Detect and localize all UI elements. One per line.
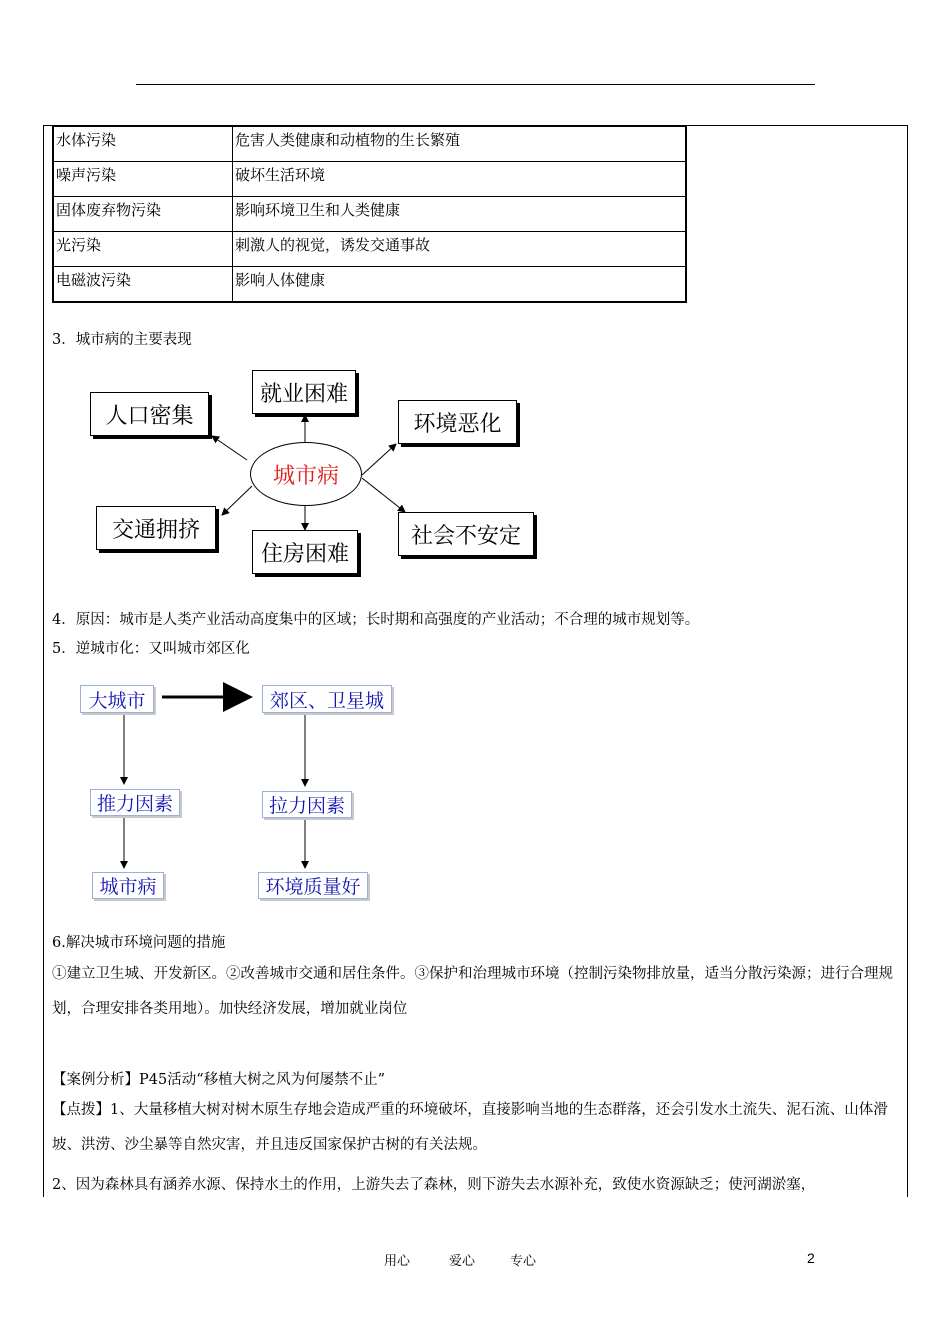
hint-paragraph-2: 2、因为森林具有涵养水源、保持水土的作用，上游失去了森林，则下游失去水源补充，致使水资源缺乏；使河湖淤塞，	[52, 1177, 816, 1193]
center-city-disease: 城市病	[250, 442, 362, 506]
footer-slogan-1: 用心	[384, 1254, 411, 1269]
table-cell: 水体污染	[53, 126, 233, 162]
footer-slogan-2: 爱心	[449, 1254, 476, 1269]
pull-factor-box: 拉力因素	[262, 791, 352, 818]
table-cell: 影响人体健康	[233, 267, 687, 303]
table-cell: 危害人类健康和动植物的生长繁殖	[233, 126, 687, 162]
city-disease-box: 城市病	[92, 872, 164, 899]
table-cell: 刺激人的视觉，诱发交通事故	[233, 232, 687, 267]
table-cell: 电磁波污染	[53, 267, 233, 303]
table-cell: 影响环境卫生和人类健康	[233, 197, 687, 232]
table-cell: 固体废弃物污染	[53, 197, 233, 232]
node-traffic: 交通拥挤	[96, 506, 216, 550]
section-6-heading: 6.解决城市环境问题的措施	[52, 935, 226, 951]
node-social-instability: 社会不安定	[398, 512, 534, 556]
page-number: 2	[807, 1250, 815, 1266]
footer-slogan-3: 专心	[510, 1254, 537, 1269]
section-3-heading: 3．城市病的主要表现	[52, 332, 192, 348]
big-city-box: 大城市	[80, 685, 154, 713]
case-analysis-title: 【案例分析】P45活动“移植大树之风为何屡禁不止”	[52, 1072, 386, 1088]
hint-paragraph-1: 【点拨】1、大量移植大树对树木原生存地会造成严重的环境破坏，直接影响当地的生态群落，还会引发水土流失、泥石流、山体滑坡、洪涝、沙尘暴等自然灾害，并且违反国家保护古树的有关法规。	[52, 1102, 888, 1153]
node-employment: 就业困难	[252, 370, 356, 414]
table-cell: 噪声污染	[53, 162, 233, 197]
section-4-text: 4．原因：城市是人类产业活动高度集中的区域；长时期和高强度的产业活动；不合理的城市规划等。	[52, 612, 700, 628]
table-cell: 破坏生活环境	[233, 162, 687, 197]
section-6-body: ①建立卫生城、开发新区。②改善城市交通和居住条件。③保护和治理城市环境（控制污染物排放量，适当分散污染源；进行合理规划，合理安排各类用地）。加快经济发展，增加就业岗位	[52, 966, 893, 1017]
suburb-satellite-box: 郊区、卫星城	[262, 685, 392, 713]
good-environment-box: 环境质量好	[258, 872, 368, 899]
push-factor-box: 推力因素	[90, 789, 180, 816]
node-environment: 环境恶化	[398, 400, 517, 444]
node-housing: 住房困难	[252, 530, 358, 574]
node-population: 人口密集	[90, 392, 209, 436]
table-cell: 光污染	[53, 232, 233, 267]
section-5-heading: 5．逆城市化：又叫城市郊区化	[52, 641, 250, 657]
